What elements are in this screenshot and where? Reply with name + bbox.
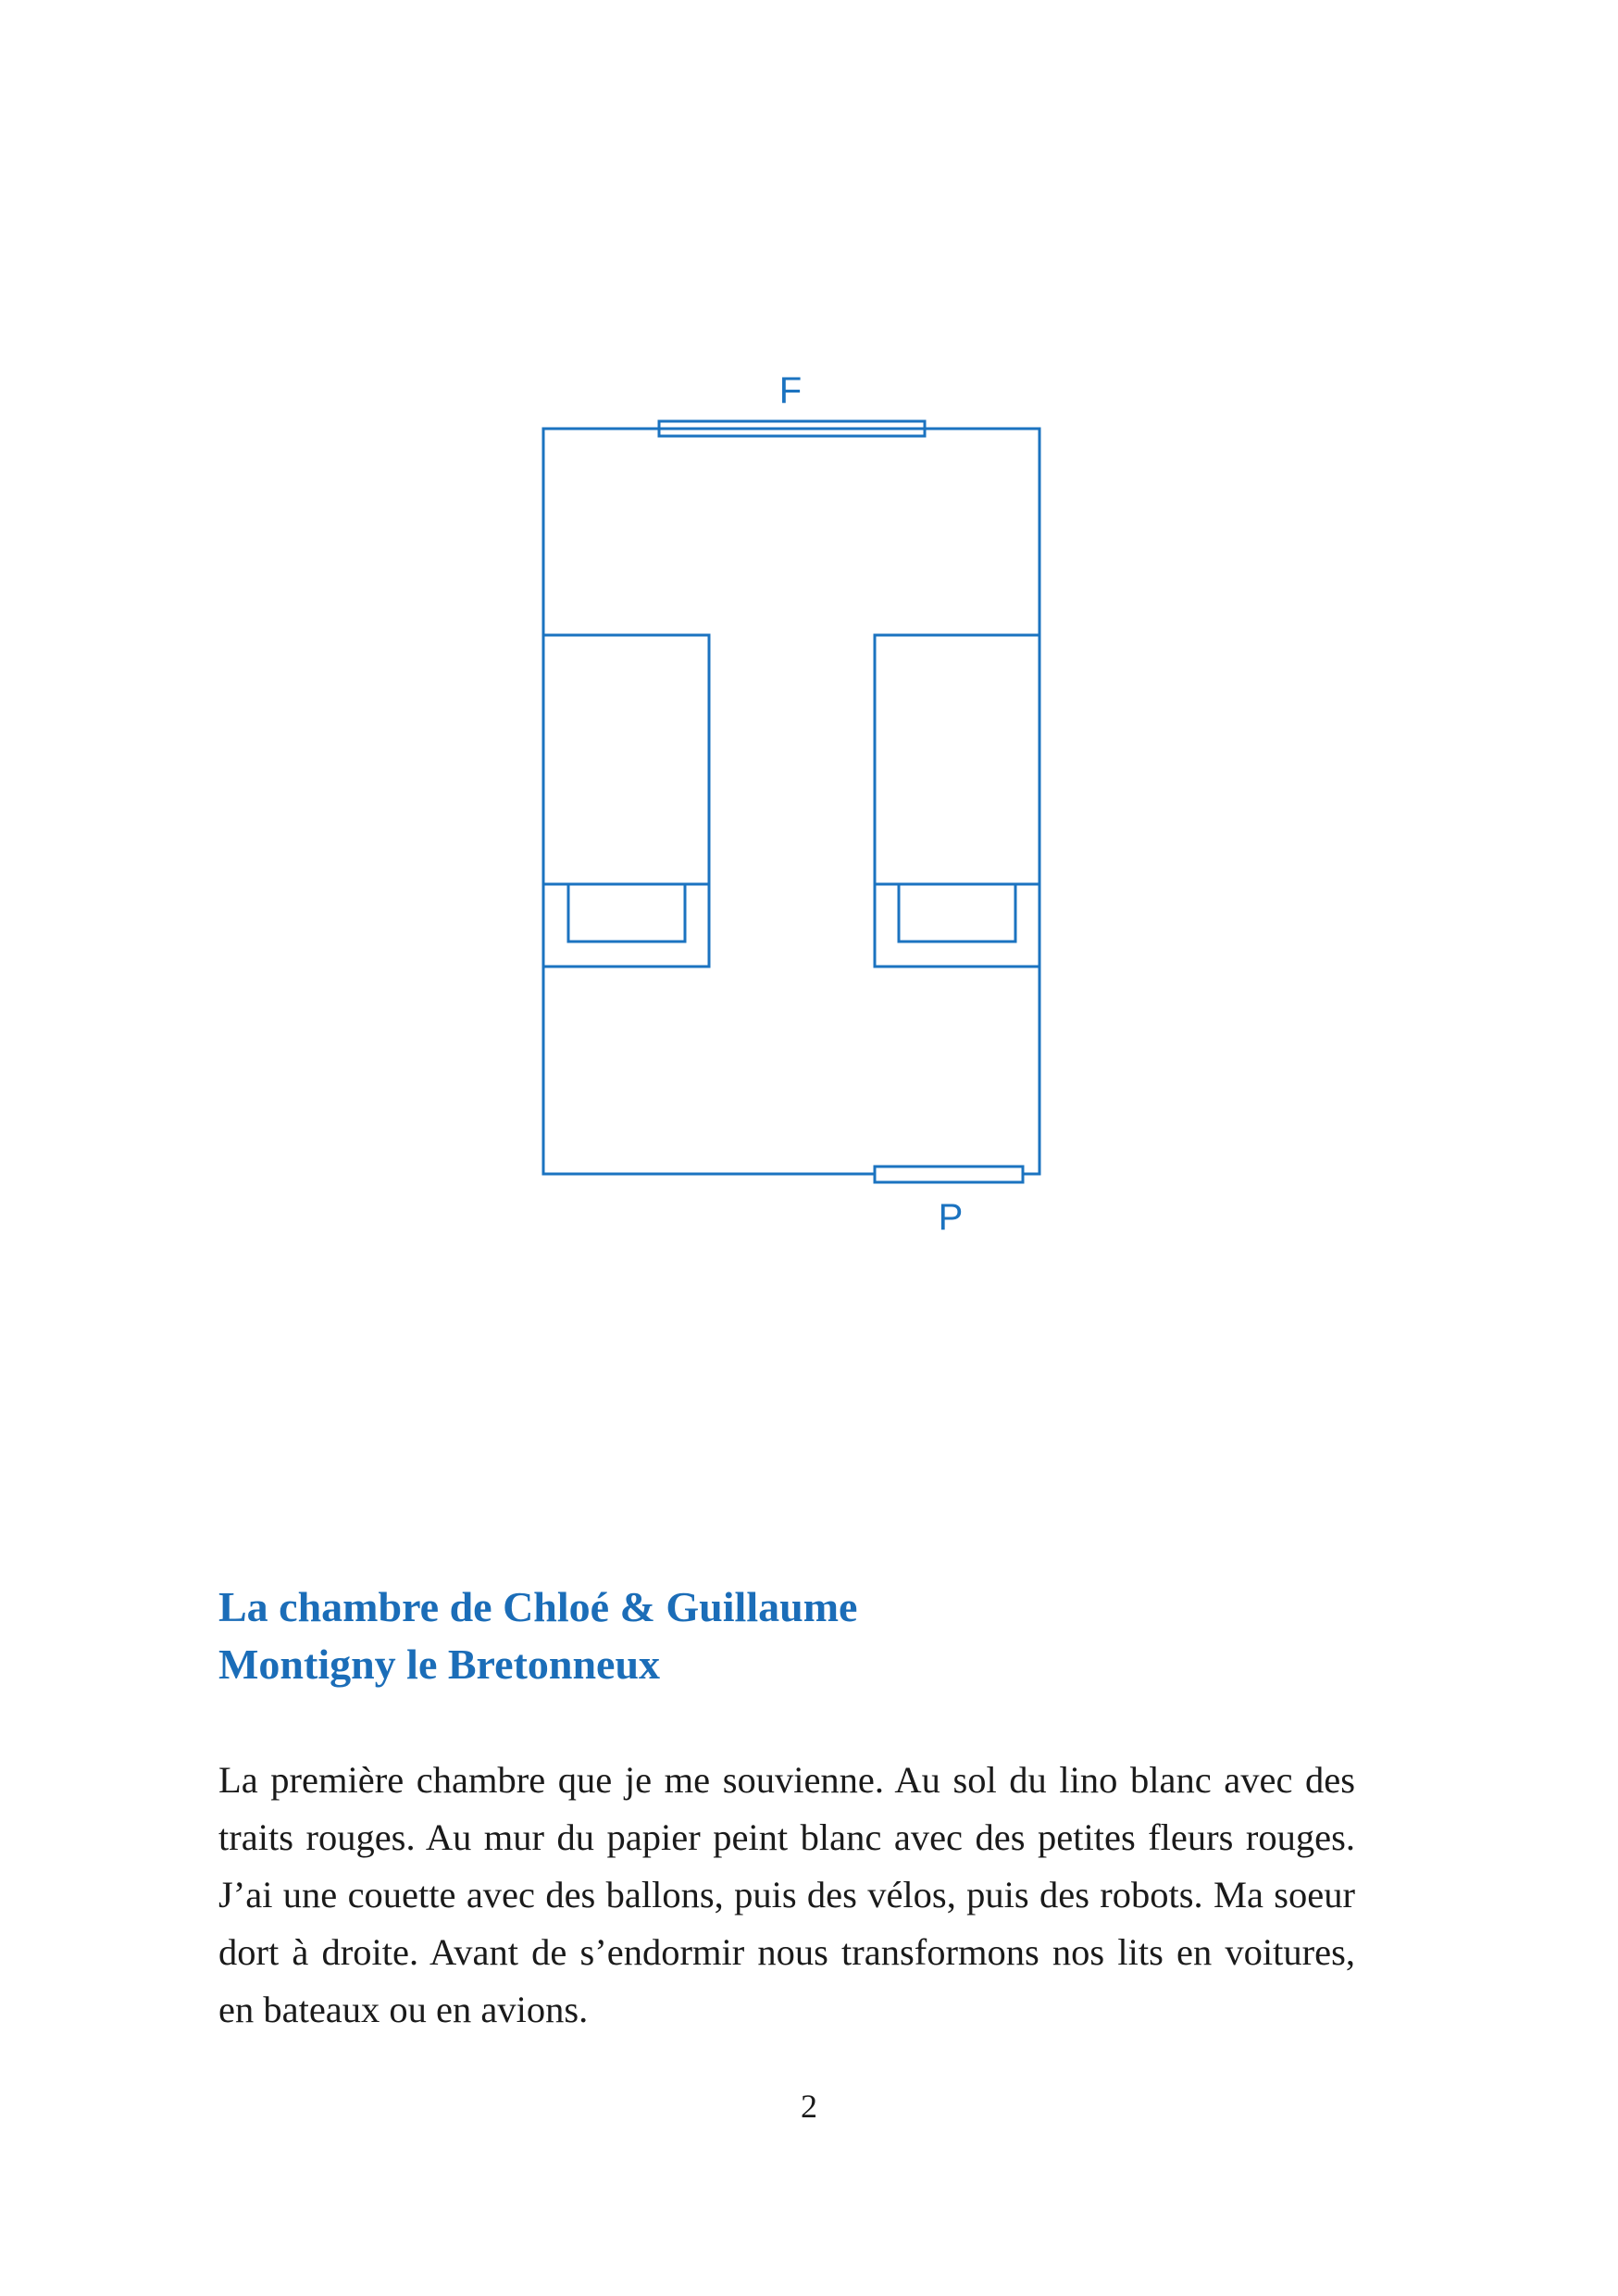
caption-heading <box>218 1578 1422 1693</box>
right-bed-pillow <box>899 884 1015 942</box>
caption-room-title: La chambre de Chloé & Guillaume <box>218 1583 858 1630</box>
body-paragraph: La première chambre que je me souvienne. Au sol du lino blanc avec des traits rouges. Au mur du papier peint blanc avec des petites fleurs rouges. J’ai une couette avec des ballons, puis des vélos, puis des robots. Ma soeur dort à droite. Avant de s’endormir nous transformons nos lits en voitures, en bateaux ou en avions. <box>218 1759 1355 2030</box>
caption-location: Montigny le Bretonneux <box>218 1641 661 1688</box>
page-number: 2 <box>801 2088 817 2125</box>
room-walls <box>543 429 1039 1174</box>
door <box>875 1167 1023 1182</box>
door-label: P <box>938 1197 964 1238</box>
window-label: F <box>778 370 803 411</box>
left-bed-pillow <box>568 884 685 942</box>
